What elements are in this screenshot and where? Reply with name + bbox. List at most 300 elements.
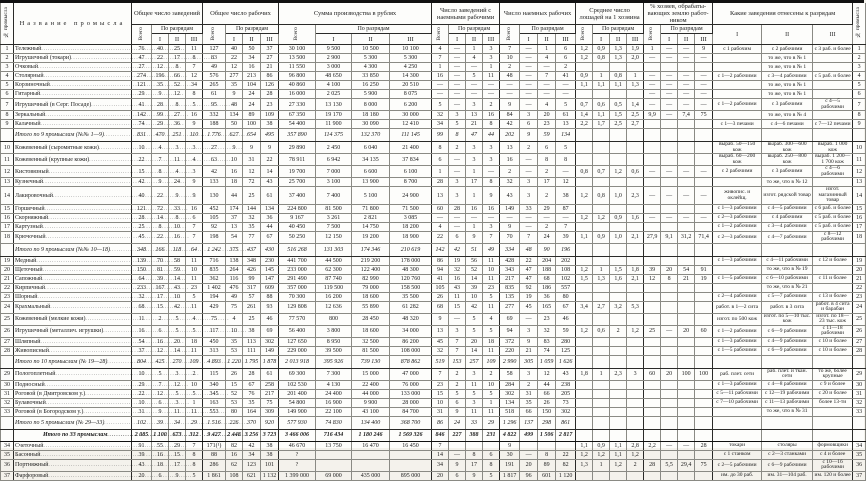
naem-rab-III: 2 817: [556, 429, 576, 441]
summa-vsego: 357 890: [279, 129, 316, 142]
rab-III: 217: [261, 389, 279, 398]
class-I-desc: живопис. и оклейщ.: [713, 187, 762, 205]
class-III-desc: [813, 243, 853, 256]
loshadi-vsego: 1,1: [576, 441, 593, 450]
class-III-desc: [813, 81, 853, 90]
loshadi-I: 1: [593, 265, 610, 274]
table-row: [1, 265, 866, 274]
naem-rab-vsego: 302: [500, 389, 520, 398]
loshadi-II: [610, 142, 627, 154]
rab-vsego: 63: [203, 154, 226, 166]
loshadi-vsego: [576, 256, 593, 265]
pct-II: 31,2: [678, 231, 695, 243]
naem-zav-III: 10: [483, 265, 500, 274]
class-I-desc: выраб. 50—150 кож: [713, 142, 762, 154]
naem-zav-I: —: [449, 72, 466, 81]
zav-III: 1: [186, 398, 203, 407]
summa-vsego: 233 000: [279, 265, 316, 274]
class-I-desc: изгот. по 500 кож: [713, 313, 762, 325]
rab-III: 38: [261, 120, 279, 129]
pct-I: 20: [661, 265, 678, 274]
rab-I: 35: [226, 337, 243, 346]
zav-I: 7: [152, 154, 169, 166]
zav-II: 11: [169, 154, 186, 166]
group-header-percent: % хозяев, обрабатывающих землю работником: [644, 3, 713, 25]
naem-rab-II: 32: [538, 325, 556, 337]
pct-vsego: [644, 204, 661, 213]
naem-zav-I: —: [449, 45, 466, 54]
pct-II: [678, 398, 695, 407]
naem-rab-I: 137: [520, 416, 538, 429]
pct-III: [695, 283, 713, 292]
pct-II: [678, 429, 695, 441]
naem-zav-III: 2: [483, 368, 500, 380]
naem-rab-II: 24: [538, 231, 556, 243]
subheader-vsego-1: Всего: [132, 25, 152, 45]
class-I-desc: с 1—5 рабочими: [713, 346, 762, 355]
zav-III: 29: [186, 416, 203, 429]
pct-I: [661, 222, 678, 231]
loshadi-III: [627, 256, 644, 265]
naem-zav-III: 3: [483, 142, 500, 154]
promysel-name: Подносный .....: [14, 380, 132, 389]
naem-zav-III: 8: [483, 178, 500, 187]
rab-I: 2 448: [226, 429, 243, 441]
loshadi-III: 2,1: [627, 231, 644, 243]
zav-I: 35: [152, 81, 169, 90]
rab-I: 264: [226, 265, 243, 274]
summa-II: 6 600: [352, 166, 390, 178]
promysel-num-right: [853, 429, 866, 441]
naem-zav-I: 3: [449, 178, 466, 187]
promysel-num: 18: [1, 231, 14, 243]
promysel-name: Корзиночный .....: [14, 81, 132, 90]
summa-vsego: 201 400: [279, 389, 316, 398]
summa-III: 10 100: [390, 45, 432, 54]
promysel-name: Игрушечный (токари) .....: [14, 54, 132, 63]
summa-II: 6 040: [352, 142, 390, 154]
grand-total-row: [1, 429, 866, 441]
summa-III: [390, 450, 432, 459]
promysel-name: Шляпный .....: [14, 337, 132, 346]
zav-II: 34: [169, 416, 186, 429]
class-II-desc: [762, 429, 813, 441]
pct-vsego: —: [644, 54, 661, 63]
naem-zav-vsego: 20: [432, 471, 449, 480]
zav-III: 7: [186, 441, 203, 450]
rab-II: 38: [243, 325, 261, 337]
summa-III: 178 000: [390, 256, 432, 265]
loshadi-vsego: 1,8: [576, 368, 593, 380]
zav-vsego: 32: [132, 292, 152, 301]
class-I-desc: с 2—4 рабочими: [713, 292, 762, 301]
naem-rab-III: 102: [556, 274, 576, 283]
razryad-II: II: [610, 34, 627, 45]
rab-III: 101: [261, 459, 279, 471]
promysel-num: 23: [1, 292, 14, 301]
loshadi-I: [593, 389, 610, 398]
table-row: [1, 380, 866, 389]
summa-vsego: 577 930: [279, 416, 316, 429]
loshadi-III: [627, 204, 644, 213]
class-II-desc: с 3—4 рабочими: [762, 72, 813, 81]
naem-zav-III: 3: [483, 222, 500, 231]
summa-I: 3 800: [316, 325, 352, 337]
naem-rab-III: 73: [556, 398, 576, 407]
subheader-po-razryadam-4: По разрядам: [449, 25, 500, 34]
naem-zav-vsego: —: [432, 81, 449, 90]
class-II-desc: с 2—3 станками: [762, 450, 813, 459]
loshadi-II: [610, 63, 627, 72]
zav-vsego: 43: [132, 459, 152, 471]
rab-III: 609: [261, 283, 279, 292]
naem-zav-vsego: 7: [432, 368, 449, 380]
rab-III: 43: [261, 178, 279, 187]
promysel-num: 2: [1, 54, 14, 63]
loshadi-vsego: 1,3: [576, 459, 593, 471]
razryad-III: III: [390, 34, 432, 45]
naem-zav-I: 8: [449, 129, 466, 142]
naem-zav-I: 153: [449, 355, 466, 368]
zav-II: 52: [169, 81, 186, 90]
naem-zav-III: [483, 441, 500, 450]
naem-rab-II: 2: [538, 222, 556, 231]
class-III-desc: с 5 раб. и более: [813, 72, 853, 81]
naem-zav-vsego: 4: [432, 45, 449, 54]
zav-III: 109: [186, 355, 203, 368]
pct-I: [661, 416, 678, 429]
naem-zav-II: 42: [466, 301, 483, 313]
loshadi-II: [610, 222, 627, 231]
naem-rab-II: —: [538, 63, 556, 72]
zav-vsego: 42: [132, 178, 152, 187]
class-II-desc: то же, что в № 12: [762, 178, 813, 187]
razryad-II: II: [169, 34, 186, 45]
naem-rab-III: 5: [556, 142, 576, 154]
summa-I: 12 150: [316, 231, 352, 243]
naem-rab-vsego: 10: [500, 54, 520, 63]
promysel-num: 3: [1, 63, 14, 72]
naem-zav-II: 14: [466, 346, 483, 355]
naem-zav-III: 5: [483, 292, 500, 301]
rab-III: 1 878: [261, 355, 279, 368]
promysel-name: Кузнечный .....: [14, 178, 132, 187]
naem-zav-II: 1: [466, 222, 483, 231]
zav-I: 15: [152, 301, 169, 313]
zav-vsego: 2 085: [132, 429, 152, 441]
zav-I: 39: [152, 416, 169, 429]
loshadi-II: 1,3: [610, 54, 627, 63]
naem-rab-II: [538, 441, 556, 450]
pct-II: 100: [678, 368, 695, 380]
loshadi-III: [627, 63, 644, 72]
pct-I: —: [661, 213, 678, 222]
rab-II: 370: [243, 416, 261, 429]
zav-III: 5: [186, 325, 203, 337]
rab-I: 52: [226, 389, 243, 398]
zav-II: 8: [169, 63, 186, 72]
rab-III: 38: [261, 450, 279, 459]
rab-III: 44: [261, 222, 279, 231]
rab-vsego: 313: [203, 346, 226, 355]
pct-vsego: [644, 398, 661, 407]
zav-vsego: 150: [132, 265, 152, 274]
naem-rab-I: 20: [520, 459, 538, 471]
loshadi-II: [610, 90, 627, 99]
promysel-num: 5: [1, 81, 14, 90]
class-III-desc: изгот. магазинный товар: [813, 187, 853, 205]
pct-vsego: [644, 178, 661, 187]
zav-vsego: 31: [132, 407, 152, 416]
naem-rab-vsego: 1 817: [500, 471, 520, 480]
pct-III: 9: [695, 45, 713, 54]
rab-I: 16: [226, 166, 243, 178]
rab-vsego: 95: [203, 99, 226, 111]
rab-II: 24: [243, 99, 261, 111]
naem-zav-vsego: 13: [432, 187, 449, 205]
pct-vsego: [644, 407, 661, 416]
rab-I: 44: [226, 187, 243, 205]
naem-rab-I: —: [520, 154, 538, 166]
pct-vsego: 9,9: [644, 111, 661, 120]
rab-III: 67: [261, 231, 279, 243]
table-row: [1, 337, 866, 346]
promysel-name: Фарфоровый .....: [14, 471, 132, 480]
pct-II: —: [678, 81, 695, 90]
zav-I: 4: [152, 142, 169, 154]
zav-I: 12: [152, 389, 169, 398]
class-III-desc: более 13-ти: [813, 398, 853, 407]
pct-I: 8: [661, 274, 678, 283]
zav-I: 1 100: [152, 429, 169, 441]
group-header-zavedeniya: Общее число заведений: [132, 3, 203, 25]
class-I-desc: [713, 90, 762, 99]
summa-III: 12 410: [390, 120, 432, 129]
zav-III: 8: [186, 90, 203, 99]
zav-III: 110: [186, 129, 203, 142]
loshadi-I: 1,3: [593, 274, 610, 283]
naem-zav-II: [466, 441, 483, 450]
group-header-rabochie: Общее число рабочих: [203, 3, 279, 25]
table-row: [1, 222, 866, 231]
summa-vsego: 149 900: [279, 407, 316, 416]
rab-II: 9: [243, 142, 261, 154]
pct-vsego: [644, 429, 661, 441]
naem-rab-vsego: 16: [500, 154, 520, 166]
pct-I: 9,1: [661, 231, 678, 243]
zav-II: 36: [169, 120, 186, 129]
pct-II: [678, 142, 695, 154]
table-row: [1, 313, 866, 325]
zav-vsego: 47: [132, 54, 152, 63]
summa-vsego: 1 399 000: [279, 471, 316, 480]
subheader-po-razryadam-6: По разрядам: [593, 25, 644, 34]
promysel-num: 11: [1, 154, 14, 166]
rab-vsego: 429: [203, 301, 226, 313]
loshadi-II: 1,1: [610, 450, 627, 459]
loshadi-II: [610, 313, 627, 325]
promysel-num-right: 13: [853, 178, 866, 187]
rab-I: 82: [226, 441, 243, 450]
summa-I: 12 636: [316, 301, 352, 313]
naem-rab-I: —: [520, 90, 538, 99]
zav-vsego: 20: [132, 471, 152, 480]
loshadi-vsego: [576, 429, 593, 441]
table-row: [1, 450, 866, 459]
class-I-desc: [713, 243, 762, 256]
class-II-desc: с 6—9 рабочими: [762, 346, 813, 355]
rab-I: 35: [226, 81, 243, 90]
rab-II: 113: [243, 337, 261, 346]
loshadi-I: 0,9: [593, 441, 610, 450]
rab-II: 12: [243, 166, 261, 178]
loshadi-vsego: 1,1: [576, 231, 593, 243]
loshadi-vsego: 1,4: [576, 111, 593, 120]
loshadi-III: [627, 154, 644, 166]
naem-zav-III: 11: [483, 301, 500, 313]
naem-rab-I: 31: [520, 389, 538, 398]
naem-rab-vsego: 343: [500, 265, 520, 274]
pct-II: [678, 204, 695, 213]
rab-vsego: 332: [203, 111, 226, 120]
naem-zav-I: 32: [449, 265, 466, 274]
naem-zav-II: 1: [466, 187, 483, 205]
loshadi-II: [610, 429, 627, 441]
naem-rab-I: 35: [520, 398, 538, 407]
naem-rab-I: —: [520, 99, 538, 111]
loshadi-III: [627, 292, 644, 301]
promysel-num-right: 1: [853, 45, 866, 54]
naem-rab-III: 134: [556, 129, 576, 142]
zav-vsego: 121: [132, 204, 152, 213]
rab-III: 86: [261, 72, 279, 81]
pct-I: [661, 154, 678, 166]
pct-vsego: —: [644, 81, 661, 90]
rab-I: 9: [226, 90, 243, 99]
loshadi-I: 1,2: [593, 213, 610, 222]
class-III-desc: с 11 и более: [813, 274, 853, 283]
zav-III: 7: [186, 231, 203, 243]
pct-vsego: [644, 301, 661, 313]
rab-I: 10: [226, 325, 243, 337]
class-II-desc: выраб. 300—600 кож: [762, 142, 813, 154]
summa-III: 1 569 326: [390, 429, 432, 441]
naem-rab-III: 6: [556, 54, 576, 63]
summa-III: 35 500: [390, 292, 432, 301]
naem-rab-II: 17: [538, 178, 556, 187]
naem-rab-vsego: 518: [500, 407, 520, 416]
loshadi-I: 1,1: [593, 81, 610, 90]
naem-rab-II: 12: [538, 368, 556, 380]
razryad-I: I: [316, 34, 352, 45]
table-row: [1, 81, 866, 90]
promysel-num: 1: [1, 45, 14, 54]
pct-vsego: 2,2: [644, 441, 661, 450]
zav-II: 251: [169, 129, 186, 142]
pct-I: [661, 63, 678, 72]
naem-zav-I: 227: [449, 429, 466, 441]
loshadi-I: 0,8: [593, 187, 610, 205]
group-header-classes: Какие заведения отнесены к разрядам: [713, 3, 853, 25]
loshadi-vsego: [576, 90, 593, 99]
rab-I: 26: [226, 368, 243, 380]
rab-II: 111: [243, 346, 261, 355]
naem-rab-III: 238: [556, 380, 576, 389]
pct-III: [695, 178, 713, 187]
class-I-desc: с 1 станком: [713, 450, 762, 459]
rab-vsego: 194: [203, 292, 226, 301]
rab-III: 14: [261, 166, 279, 178]
summa-III: 20 510: [390, 81, 432, 90]
class-III-desc: с 20 и более: [813, 389, 853, 398]
pct-I: —: [661, 54, 678, 63]
class-III-desc: [813, 429, 853, 441]
naem-zav-III: 9: [483, 187, 500, 205]
naem-zav-vsego: 15: [432, 389, 449, 398]
pct-II: 21: [678, 274, 695, 283]
loshadi-I: [593, 292, 610, 301]
rab-III: 126: [261, 81, 279, 90]
zav-II: 29: [169, 441, 186, 450]
naem-zav-II: 47: [466, 129, 483, 142]
rab-II: 621: [243, 471, 261, 480]
naem-rab-I: 6: [520, 120, 538, 129]
class-II-desc: с 4—5 рабочими: [762, 204, 813, 213]
summa-I: 7 000: [316, 166, 352, 178]
summa-vsego: 54 400: [279, 120, 316, 129]
naem-rab-III: —: [556, 81, 576, 90]
class-II-desc: с 4—6 печами: [762, 120, 813, 129]
pct-I: [661, 407, 678, 416]
naem-rab-I: 3: [520, 187, 538, 205]
promysel-num-right: 34: [853, 441, 866, 450]
pct-I: [661, 129, 678, 142]
loshadi-vsego: [576, 313, 593, 325]
subtotal-row: [1, 243, 866, 256]
rab-I: 1 220: [226, 355, 243, 368]
naem-zav-II: 388: [466, 429, 483, 441]
zav-II: 11: [169, 407, 186, 416]
class-III-desc: с 11—18 рабочими: [813, 325, 853, 337]
subheader-po-razryadam-2: По разрядам: [226, 25, 279, 34]
naem-zav-I: —: [449, 166, 466, 178]
naem-zav-vsego: 41: [432, 274, 449, 283]
naem-rab-III: 302: [556, 407, 576, 416]
pct-I: —: [661, 111, 678, 120]
naem-rab-vsego: 1 296: [500, 416, 520, 429]
promysel-num-right: 36: [853, 459, 866, 471]
naem-rab-II: —: [538, 81, 556, 90]
table-row: [1, 213, 866, 222]
rab-II: 213: [243, 72, 261, 81]
pct-III: [695, 154, 713, 166]
zav-vsego: 54: [132, 337, 152, 346]
promysel-num-right: 14: [853, 187, 866, 205]
class-I-desc: с 1—2 рабочими: [713, 72, 762, 81]
promysel-num-right: 16: [853, 213, 866, 222]
rab-I: 134: [226, 111, 243, 120]
zav-I: 72: [152, 204, 169, 213]
loshadi-vsego: 1,2: [576, 265, 593, 274]
naem-zav-III: 6: [483, 450, 500, 459]
zav-III: 9: [186, 178, 203, 187]
rab-vsego: 576: [203, 72, 226, 81]
zav-I: 5: [152, 368, 169, 380]
naem-zav-vsego: 846: [432, 429, 449, 441]
summa-I: 69 000: [316, 471, 352, 480]
naem-rab-II: 59: [538, 129, 556, 142]
summa-II: [352, 450, 390, 459]
